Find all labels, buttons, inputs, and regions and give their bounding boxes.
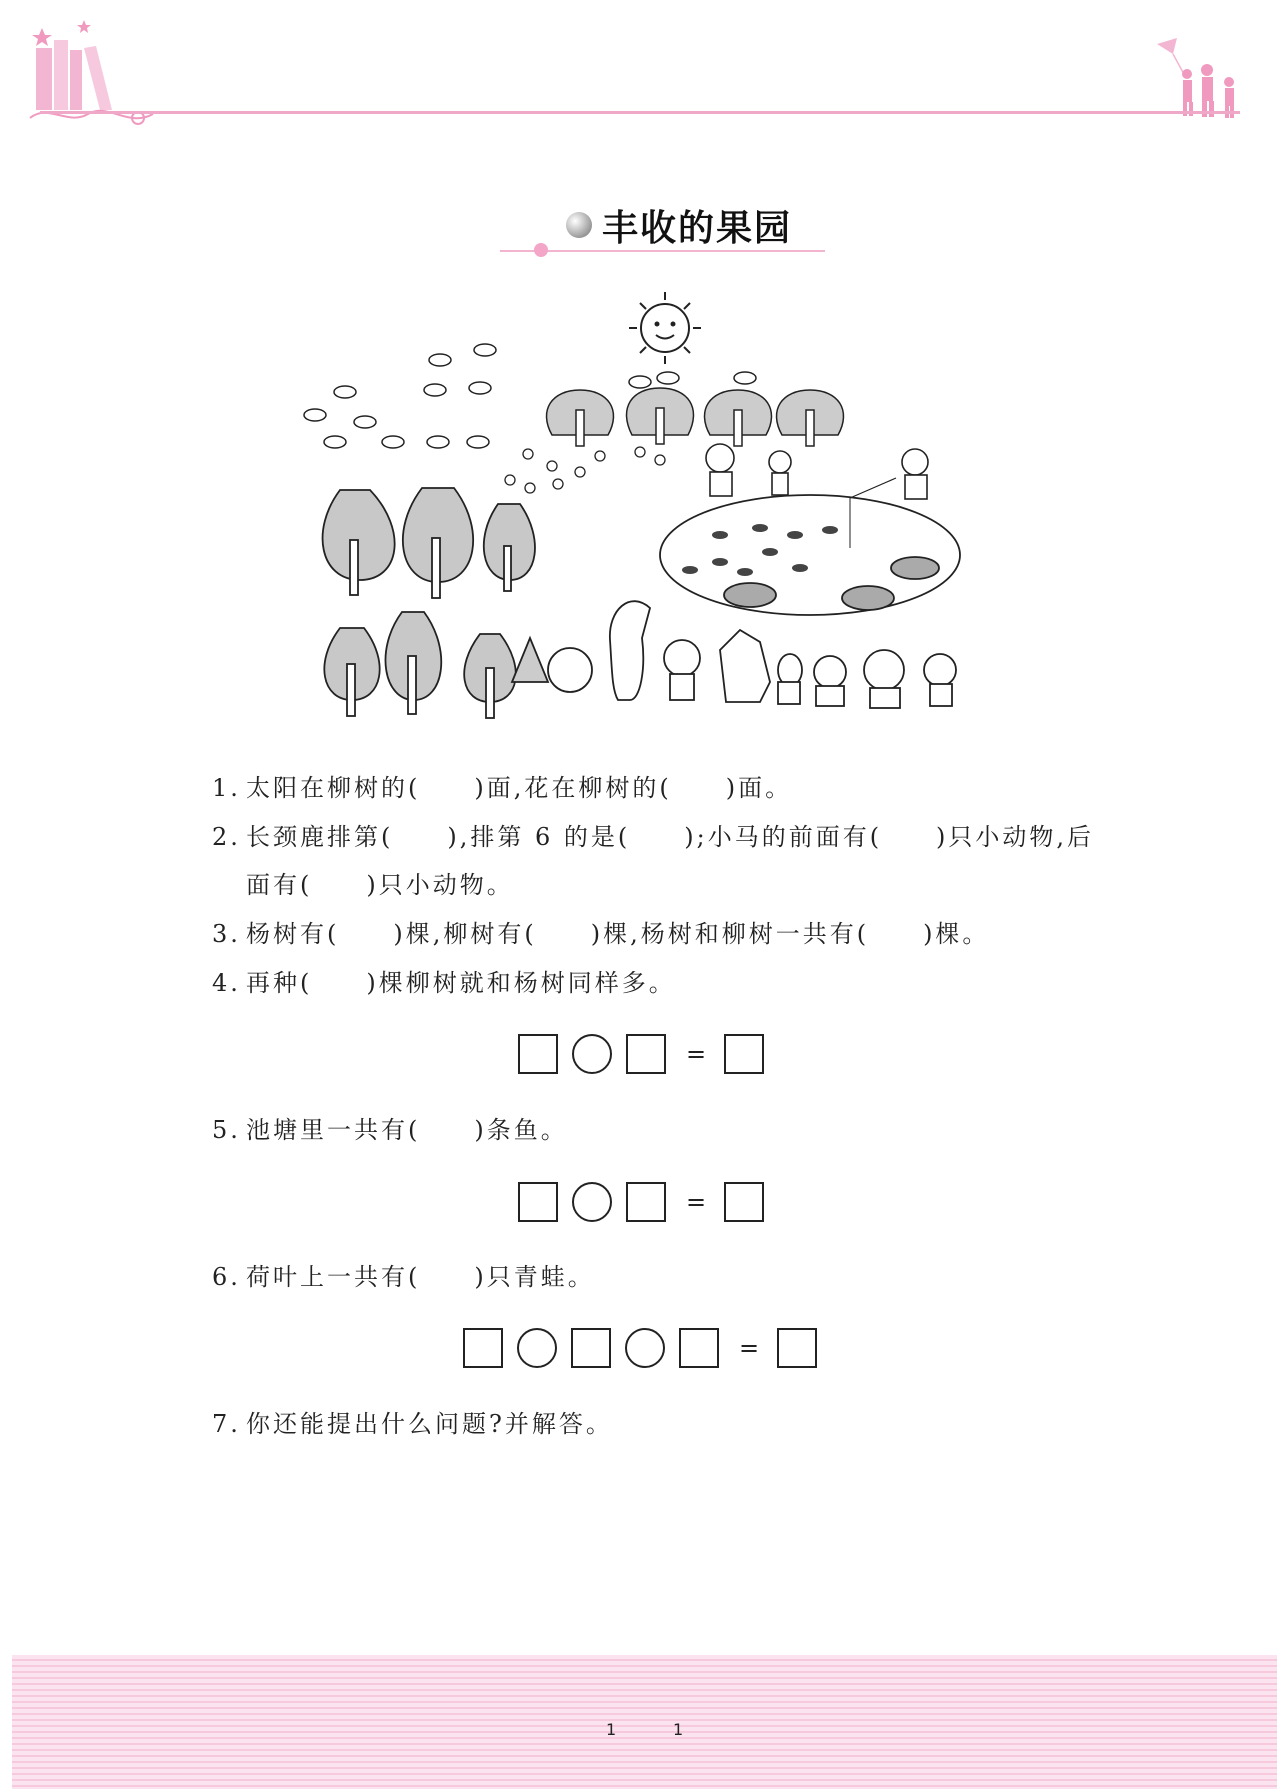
equation-q5 xyxy=(518,1178,778,1226)
question-3 xyxy=(212,914,989,949)
pond-icon xyxy=(660,495,960,615)
operator-circle[interactable] xyxy=(572,1182,612,1222)
question-number: 5. xyxy=(212,1116,241,1144)
question-number: 4. xyxy=(212,969,241,997)
kids-kite-decoration-icon xyxy=(1155,36,1245,120)
question-number: 3. xyxy=(212,920,241,948)
title-underline xyxy=(500,250,825,252)
question-text: 太阳在柳树的( )面,花在柳树的( )面。 xyxy=(246,774,793,802)
equals-sign: = xyxy=(739,1334,760,1362)
answer-box[interactable] xyxy=(463,1328,503,1368)
question-4 xyxy=(212,963,676,998)
question-text: 再种( )棵柳树就和杨树同样多。 xyxy=(246,969,676,997)
page-title: 丰收的果园 xyxy=(602,208,793,249)
orchard-illustration xyxy=(290,290,1010,740)
question-text: 荷叶上一共有( )只青蛙。 xyxy=(246,1263,595,1291)
question-5 xyxy=(212,1110,568,1145)
page-number-digit: 1 xyxy=(673,1720,684,1739)
equation-q6 xyxy=(463,1324,831,1372)
title-bullet-icon xyxy=(566,212,592,238)
footer-band xyxy=(12,1655,1277,1789)
result-box[interactable] xyxy=(777,1328,817,1368)
question-text: 长颈鹿排第( ),排第 6 的是( );小马的前面有( )只小动物,后 xyxy=(246,823,1095,851)
question-1 xyxy=(212,768,792,803)
operator-circle[interactable] xyxy=(572,1034,612,1074)
header-divider xyxy=(40,111,1240,114)
answer-box[interactable] xyxy=(679,1328,719,1368)
result-box[interactable] xyxy=(724,1182,764,1222)
question-6 xyxy=(212,1257,595,1292)
answer-box[interactable] xyxy=(626,1182,666,1222)
answer-box[interactable] xyxy=(626,1034,666,1074)
sun-icon xyxy=(629,292,701,364)
equals-sign: = xyxy=(686,1188,707,1216)
question-text: 你还能提出什么问题?并解答。 xyxy=(246,1410,613,1438)
operator-circle[interactable] xyxy=(517,1328,557,1368)
question-number: 2. xyxy=(212,823,241,851)
title-block xyxy=(500,200,830,260)
question-number: 7. xyxy=(212,1410,241,1438)
answer-box[interactable] xyxy=(571,1328,611,1368)
question-7 xyxy=(212,1404,613,1439)
question-2-continuation: 面有( )只小动物。 xyxy=(246,871,514,899)
question-text: 池塘里一共有( )条鱼。 xyxy=(246,1116,568,1144)
equation-q4 xyxy=(518,1030,778,1078)
answer-box[interactable] xyxy=(518,1034,558,1074)
title-underline-dot xyxy=(534,243,548,257)
equals-sign: = xyxy=(686,1040,707,1068)
page-number-digit: 1 xyxy=(606,1720,617,1739)
question-number: 1. xyxy=(212,774,241,802)
question-number: 6. xyxy=(212,1263,241,1291)
operator-circle[interactable] xyxy=(625,1328,665,1368)
answer-box[interactable] xyxy=(518,1182,558,1222)
question-text: 杨树有( )棵,柳树有( )棵,杨树和柳树一共有( )棵。 xyxy=(246,920,990,948)
question-2 xyxy=(212,817,1094,852)
result-box[interactable] xyxy=(724,1034,764,1074)
